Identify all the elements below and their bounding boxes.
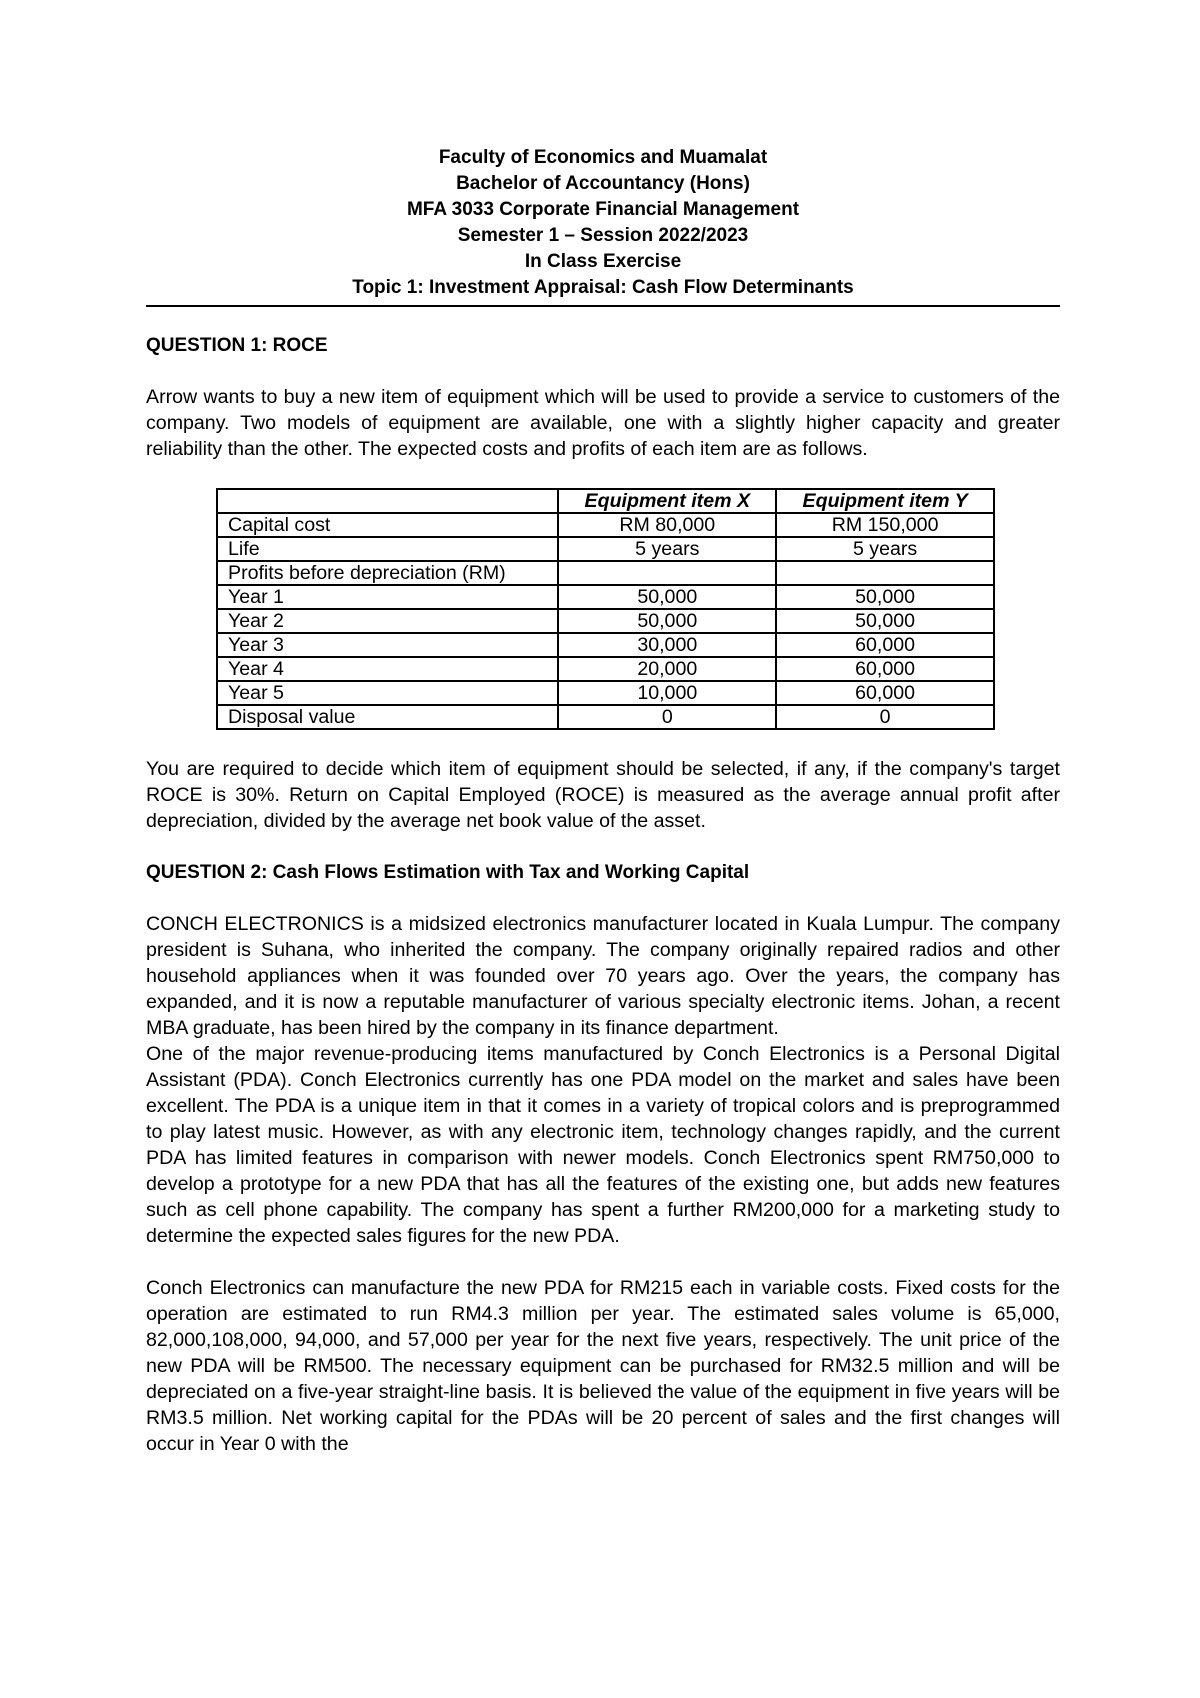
question-2-title: QUESTION 2: Cash Flows Estimation with Tax and Working Capital bbox=[146, 862, 750, 883]
question-1-requirement: You are required to decide which item of equipment should be selected, if any, if the company's target ROCE is 30%. Return on Capital Employed (ROCE) is measured as the average annual profit after depreciation, divided by the average net book value of the asset. bbox=[146, 758, 1060, 832]
table-cell: 60,000 bbox=[776, 633, 994, 657]
row-label: Disposal value bbox=[217, 705, 558, 729]
row-label: Year 5 bbox=[217, 681, 558, 705]
table-cell: 60,000 bbox=[776, 681, 994, 705]
question-1-intro: Arrow wants to buy a new item of equipment which will be used to provide a service to customers of the company. Two models of equipment are available, one with a slightly higher capacity and greater reliability than the other. The expected costs and profits of each item are as follows. bbox=[146, 386, 1060, 460]
table-row bbox=[217, 609, 994, 633]
table-cell: RM 80,000 bbox=[558, 513, 776, 537]
row-label: Year 1 bbox=[217, 585, 558, 609]
table-row bbox=[217, 681, 994, 705]
question-2-paragraph-2: One of the major revenue-producing items manufactured by Conch Electronics is a Personal Digital Assistant (PDA). Conch Electronics currently has one PDA model on the market and sales have been excellent. The PDA is a unique item in that it comes in a variety of tropical colors and is preprogrammed to play latest music. However, as with any electronic item, technology changes rapidly, and the current PDA has limited features in comparison with newer models. Conch Electronics spent RM750,000 to develop a prototype for a new PDA that has all the features of the existing one, but adds new features such as cell phone capability. The company has spent a further RM200,000 for a marketing study to determine the expected sales figures for the new PDA. bbox=[146, 1043, 1060, 1247]
row-label: Year 3 bbox=[217, 633, 558, 657]
document-page bbox=[146, 145, 1060, 1457]
table-cell: 50,000 bbox=[558, 609, 776, 633]
table-header-row bbox=[217, 489, 994, 513]
table-header-cell bbox=[217, 489, 558, 513]
semester-line: Semester 1 – Session 2022/2023 bbox=[457, 225, 749, 246]
table-cell: 60,000 bbox=[776, 657, 994, 681]
table-row bbox=[217, 561, 994, 585]
table-cell: 5 years bbox=[776, 537, 994, 561]
table-cell: 5 years bbox=[558, 537, 776, 561]
exercise-line: In Class Exercise bbox=[524, 251, 682, 272]
document-header bbox=[146, 145, 1060, 301]
table-row bbox=[217, 657, 994, 681]
table-header-cell: Equipment item X bbox=[558, 489, 776, 513]
row-label: Year 2 bbox=[217, 609, 558, 633]
table-cell bbox=[776, 561, 994, 585]
programme-line: Bachelor of Accountancy (Hons) bbox=[456, 173, 750, 194]
row-label: Profits before depreciation (RM) bbox=[217, 561, 558, 585]
table-row bbox=[217, 585, 994, 609]
equipment-table bbox=[216, 488, 995, 730]
question-2-paragraph-3: Conch Electronics can manufacture the new PDA for RM215 each in variable costs. Fixed costs for the operation are estimated to run RM4.3 million per year. The estimated sales volume is 65,000, 82,000,108,000, 94,000, and 57,000 per year for the next five years, respectively. The unit price of the new PDA will be RM500. The necessary equipment can be purchased for RM32.5 million and will be depreciated on a five-year straight-line basis. It is believed the value of the equipment in five years will be RM3.5 million. Net working capital for the PDAs will be 20 percent of sales and the first changes will occur in Year 0 with the bbox=[146, 1277, 1060, 1455]
row-label: Life bbox=[217, 537, 558, 561]
table-row bbox=[217, 633, 994, 657]
table-cell: 20,000 bbox=[558, 657, 776, 681]
course-line: MFA 3033 Corporate Financial Management bbox=[406, 199, 800, 220]
question-1-title: QUESTION 1: ROCE bbox=[146, 335, 328, 356]
topic-line: Topic 1: Investment Appraisal: Cash Flow Determinants bbox=[352, 277, 854, 298]
table-cell: 30,000 bbox=[558, 633, 776, 657]
table-row bbox=[217, 705, 994, 729]
question-2-paragraph-1: CONCH ELECTRONICS is a midsized electronics manufacturer located in Kuala Lumpur. The company president is Suhana, who inherited the company. The company originally repaired radios and other household appliances when it was founded over 70 years ago. Over the years, the company has expanded, and it is now a reputable manufacturer of various specialty electronic items. Johan, a recent MBA graduate, has been hired by the company in its finance department. bbox=[146, 913, 1060, 1039]
table-row bbox=[217, 513, 994, 537]
table-row bbox=[217, 537, 994, 561]
table-cell: 10,000 bbox=[558, 681, 776, 705]
table-cell: 50,000 bbox=[776, 609, 994, 633]
table-cell: 50,000 bbox=[558, 585, 776, 609]
row-label: Capital cost bbox=[217, 513, 558, 537]
table-cell: 50,000 bbox=[776, 585, 994, 609]
row-label: Year 4 bbox=[217, 657, 558, 681]
table-header-cell: Equipment item Y bbox=[776, 489, 994, 513]
table-cell: 0 bbox=[776, 705, 994, 729]
faculty-line: Faculty of Economics and Muamalat bbox=[438, 147, 768, 168]
table-cell: 0 bbox=[558, 705, 776, 729]
table-cell: RM 150,000 bbox=[776, 513, 994, 537]
table-cell bbox=[558, 561, 776, 585]
